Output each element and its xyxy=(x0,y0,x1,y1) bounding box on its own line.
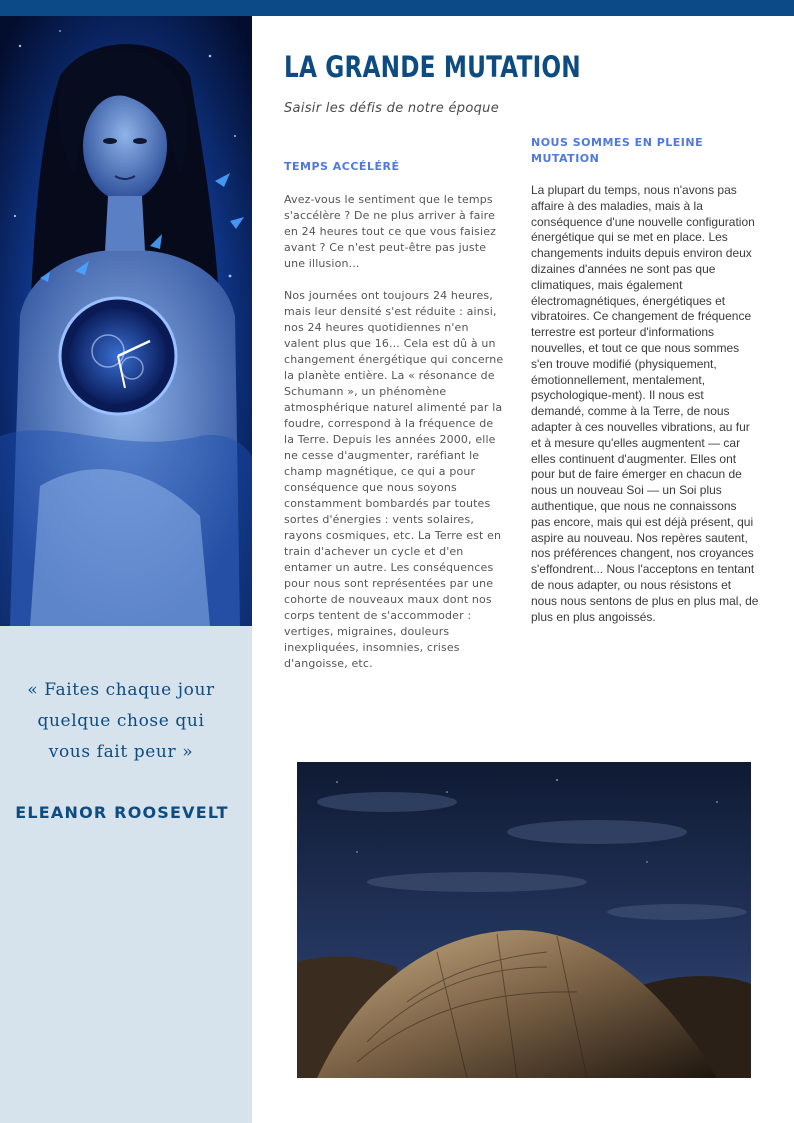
article-paragraph: Nos journées ont toujours 24 heures, mais leur densité s'est réduite : ainsi, nos 24 heures quotidiennes n'en valent plus que 16... Cela est dû à un changement énergétique qui concerne la planète entière. La « résonance de Schumann », un phénomène atmosphérique naturel alimenté par la foudre, correspond à la fréquence de la Terre. Depuis les années 2000, elle ne cesse d'augmenter, raréfiant le champ magnétique, ce qui a pour conséquence que nous soyons constamment bombardés par toutes sortes d'énergies : vents solaires, rayons cosmiques, etc. La Terre est en train d'achever un cycle et d'en entamer un autre. Les conséquences pour nous sont représentées par une cohorte de nouveaux maux dont nos corps tentent de s'accommoder : vertiges, migraines, douleurs inexpliquées, insomnies, crises d'angoisse, etc. xyxy=(284,289,504,670)
quote-line: quelque chose qui xyxy=(37,711,205,731)
article-paragraph: La plupart du temps, nous n'avons pas affaire à des maladies, mais à la conséquence d'une nouvelle configuration énergétique qui se met en place. Les changements induits depuis environ deux dizaines d'années ne sont pas que climatiques, mais également électromagnétiques, énergétiques et vibratoires. Ce changement de fréquence terrestre est porteur d'informations nouvelles, et tout ce que nous sommes s'en trouve modifié (physiquement, émotionnellement, mentalement, psychologique-ment). Il nous est demandé, comme à la Terre, de nous adapter à ces nouvelles vibrations, au fur et à mesure qu'elles augmentent — car elles continuent d'augmenter. Elles ont pour but de faire émerger en chacun de nous un nouveau Soi — un Soi plus authentique, que nous ne connaissons pas encore, mais qui est déjà présent, qui aspire au nouveau. Nos repères sautent, nos préférences changent, nos croyances s'effondrent... Nous l'acceptons en tentant de nous adapter, ou nous résistons et nous nous sentons de plus en plus mal, de plus en plus angoissés. xyxy=(531,183,759,624)
article-column-right xyxy=(531,183,759,625)
quote-author: ELEANOR ROOSEVELT xyxy=(15,803,229,822)
stone-dome-night-image xyxy=(297,762,751,1078)
top-banner-bar xyxy=(0,0,794,16)
quote-line: « Faites chaque jour xyxy=(27,680,215,700)
article-paragraph: Avez-vous le sentiment que le temps s'accélère ? De ne plus arriver à faire en 24 heures tout ce que vous faisiez avant ? Ce n'est peut-être pas juste une illusion... xyxy=(284,193,497,270)
section-heading-left: TEMPS ACCÉLÉRÉ xyxy=(284,160,400,173)
section-heading-right: NOUS SOMMES EN PLEINE MUTATION xyxy=(531,136,704,165)
quote-text xyxy=(10,675,232,768)
page-title: LA GRANDE MUTATION xyxy=(284,50,581,84)
article-column-left xyxy=(284,192,504,688)
page-subtitle: Saisir les défis de notre époque xyxy=(284,101,499,116)
quote-line: vous fait peur » xyxy=(48,742,194,762)
cosmic-woman-clock-image xyxy=(0,16,252,626)
